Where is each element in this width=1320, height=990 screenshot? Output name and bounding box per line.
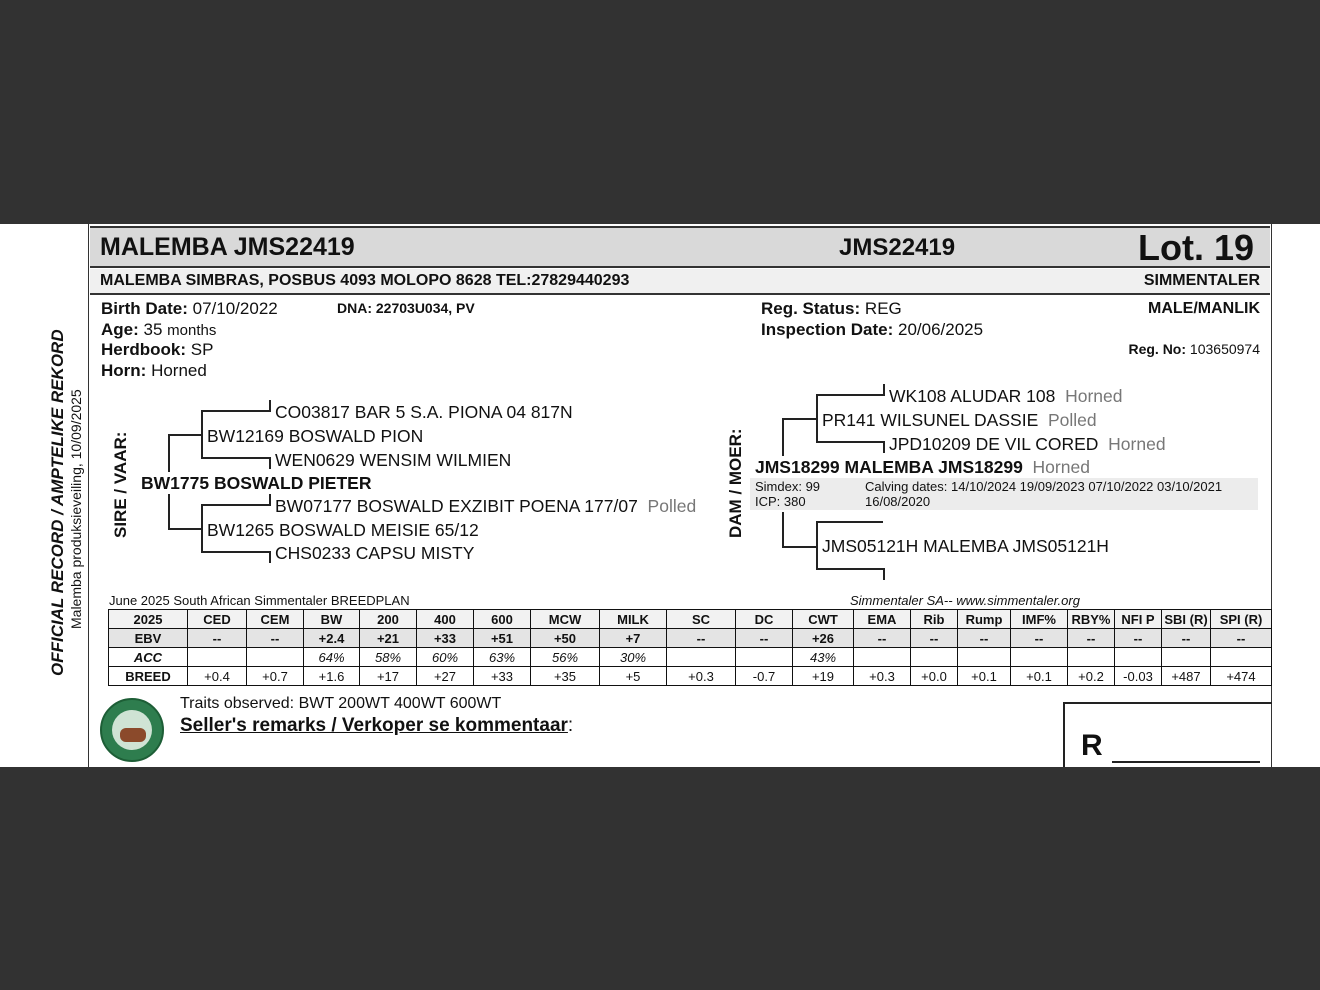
bracket-line: [782, 546, 817, 548]
ebv-table: [108, 609, 1272, 686]
bracket-line: [201, 504, 269, 506]
ebv-breed-cell: +5: [600, 667, 667, 686]
calving-dates: Calving dates: 14/10/2024 19/09/2023 07/10/2022 03/10/2021: [865, 479, 1223, 494]
ebv-header-row: [109, 610, 1272, 629]
ebv-accuracy-cell: [1162, 648, 1211, 667]
ebv-breed-cell: +17: [360, 667, 417, 686]
bracket-line: [816, 441, 883, 443]
ebv-header-cell: 200: [360, 610, 417, 629]
ebv-header-cell: Rump: [958, 610, 1011, 629]
ebv-header-cell: SBI (R): [1162, 610, 1211, 629]
ebv-header-cell: MCW: [531, 610, 600, 629]
ebv-header-cell: Rib: [911, 610, 958, 629]
ebv-breed-cell: -0.7: [736, 667, 793, 686]
calving-dates-2: 16/08/2020: [865, 494, 931, 509]
ebv-value-cell: +50: [531, 629, 600, 648]
bracket-line: [782, 418, 784, 456]
breedplan-title: June 2025 South African Simmentaler BREEDPLAN: [109, 593, 410, 608]
ebv-accuracy-cell: [736, 648, 793, 667]
icp: ICP: 380: [755, 494, 806, 509]
bracket-line: [168, 494, 170, 528]
ebv-accuracy-cell: [188, 648, 247, 667]
side-band: [0, 224, 88, 767]
ebv-header-cell: RBY%: [1068, 610, 1115, 629]
ebv-value-cell: --: [911, 629, 958, 648]
ebv-accuracy-cell: ACC: [109, 648, 188, 667]
bracket-line: [883, 441, 885, 453]
ebv-value-cell: EBV: [109, 629, 188, 648]
bracket-line: [201, 457, 269, 459]
ebv-value-cell: +2.4: [304, 629, 360, 648]
ebv-value-cell: --: [667, 629, 736, 648]
price-input-line[interactable]: [1112, 761, 1260, 763]
ebv-value-cell: +21: [360, 629, 417, 648]
ebv-header-cell: EMA: [854, 610, 911, 629]
cow-icon: [120, 728, 146, 742]
ebv-header-cell: CWT: [793, 610, 854, 629]
ebv-header-cell: 400: [417, 610, 474, 629]
ebv-breed-cell: +0.0: [911, 667, 958, 686]
official-record-label: OFFICIAL RECORD / AMPTELIKE REKORD: [48, 329, 67, 676]
ebv-accuracy-cell: 56%: [531, 648, 600, 667]
sire-sire-dam: WEN0629 WENSIM WILMIEN: [275, 450, 512, 470]
ebv-breed-cell: +33: [474, 667, 531, 686]
bracket-line: [269, 457, 271, 469]
ebv-breed-cell: +0.1: [958, 667, 1011, 686]
traits-observed: Traits observed: BWT 200WT 400WT 600WT: [180, 695, 502, 712]
bracket-line: [816, 394, 883, 396]
ebv-accuracy-cell: 30%: [600, 648, 667, 667]
breedplan-source: Simmentaler SA-- www.simmentaler.org: [850, 593, 1080, 608]
ebv-value-cell: +33: [417, 629, 474, 648]
seller-remarks: Seller's remarks / Verkoper se kommentaar:: [180, 715, 574, 736]
ebv-accuracy-cell: [1068, 648, 1115, 667]
inspection-date: Inspection Date: 20/06/2025: [761, 320, 984, 339]
ebv-value-cell: --: [1211, 629, 1272, 648]
bracket-line: [269, 400, 271, 412]
breeder-bar: [90, 269, 1270, 295]
ebv-accuracy-cell: [1115, 648, 1162, 667]
bracket-line: [269, 551, 271, 563]
reg-number: Reg. No: 103650974: [1128, 341, 1260, 357]
ebv-header-cell: DC: [736, 610, 793, 629]
ebv-value-cell: --: [1011, 629, 1068, 648]
bracket-line: [201, 551, 269, 553]
ebv-accuracy-cell: 60%: [417, 648, 474, 667]
ebv-value-cell: +51: [474, 629, 531, 648]
bracket-line: [168, 434, 202, 436]
price-box-left: [1063, 702, 1065, 767]
ebv-accuracy-cell: [911, 648, 958, 667]
ebv-breed-cell: +474: [1211, 667, 1272, 686]
lot-card: [0, 224, 1320, 767]
ebv-accuracy-cell: [1011, 648, 1068, 667]
ebv-value-cell: --: [247, 629, 304, 648]
ebv-value-cell: --: [736, 629, 793, 648]
bracket-line: [201, 410, 269, 412]
birth-date: Birth Date: 07/10/2022: [101, 299, 278, 318]
sale-label: Malemba produksieveiling, 10/09/2025: [68, 389, 84, 629]
ebv-value-cell: +26: [793, 629, 854, 648]
ebv-breed-cell: +487: [1162, 667, 1211, 686]
ebv-header-cell: 2025: [109, 610, 188, 629]
ebv-value-cell: --: [958, 629, 1011, 648]
ebv-accuracy-cell: 64%: [304, 648, 360, 667]
bracket-line: [883, 568, 885, 580]
ebv-accuracy-cell: [667, 648, 736, 667]
ebv-breed-cell: +0.4: [188, 667, 247, 686]
bracket-line: [269, 494, 271, 506]
ebv-breed-cell: +1.6: [304, 667, 360, 686]
dam-sire: PR141 WILSUNEL DASSIE Polled: [822, 410, 1097, 430]
sex: MALE/MANLIK: [1148, 300, 1260, 317]
ebv-breed-cell: +27: [417, 667, 474, 686]
simmentaler-logo: [100, 698, 164, 762]
dna-info: DNA: 22703U034, PV: [337, 300, 475, 316]
dam-sire-sire: WK108 ALUDAR 108 Horned: [889, 386, 1123, 406]
ebv-header-cell: SPI (R): [1211, 610, 1272, 629]
dam-label: DAM / MOER:: [726, 428, 745, 538]
breeder-address: MALEMBA SIMBRAS, POSBUS 4093 MOLOPO 8628 TEL:27829440293: [100, 272, 630, 289]
ebv-value-cell: --: [1115, 629, 1162, 648]
ebv-accuracy-cell: 43%: [793, 648, 854, 667]
bracket-line: [816, 568, 883, 570]
bracket-line: [168, 528, 202, 530]
price-label: R: [1081, 729, 1103, 762]
ebv-accuracy-cell: [1211, 648, 1272, 667]
bracket-line: [782, 512, 784, 546]
sire-dam-dam: CHS0233 CAPSU MISTY: [275, 543, 475, 563]
lot-number: Lot. 19: [1138, 227, 1255, 268]
ebv-header-cell: 600: [474, 610, 531, 629]
age: Age: 35 months: [101, 320, 217, 339]
sire-label: SIRE / VAAR:: [111, 431, 130, 538]
sire-dam: BW1265 BOSWALD MEISIE 65/12: [207, 520, 479, 540]
sire-sire: BW12169 BOSWALD PION: [207, 426, 424, 446]
ebv-breed-cell: BREED: [109, 667, 188, 686]
ebv-header-cell: CEM: [247, 610, 304, 629]
ebv-header-cell: BW: [304, 610, 360, 629]
animal-name: MALEMBA JMS22419: [100, 233, 355, 261]
ebv-value-cell: +7: [600, 629, 667, 648]
ebv-value-cell: --: [188, 629, 247, 648]
ebv-value-row: [109, 629, 1272, 648]
ebv-breed-cell: -0.03: [1115, 667, 1162, 686]
bracket-line: [201, 504, 203, 552]
ebv-breed-cell: +0.3: [854, 667, 911, 686]
ebv-value-cell: --: [854, 629, 911, 648]
dam-sire-dam: JPD10209 DE VIL CORED Horned: [889, 434, 1166, 454]
ebv-accuracy-cell: [247, 648, 304, 667]
title-bar: [90, 226, 1270, 268]
simdex: Simdex: 99: [755, 479, 821, 494]
ebv-header-cell: CED: [188, 610, 247, 629]
ebv-header-cell: SC: [667, 610, 736, 629]
ebv-breed-cell: +0.1: [1011, 667, 1068, 686]
reg-status: Reg. Status: REG: [761, 299, 902, 318]
ebv-value-cell: --: [1068, 629, 1115, 648]
ebv-header-cell: NFI P: [1115, 610, 1162, 629]
dam-dam: JMS05121H MALEMBA JMS05121H: [822, 536, 1109, 556]
herdbook: Herdbook: SP: [101, 340, 214, 359]
ebv-header-cell: MILK: [600, 610, 667, 629]
bracket-line: [168, 434, 170, 472]
sire-name: BW1775 BOSWALD PIETER: [141, 473, 372, 493]
ebv-accuracy-cell: [854, 648, 911, 667]
dam-name: JMS18299 MALEMBA JMS18299 Horned: [755, 457, 1090, 477]
ebv-breed-cell: +0.3: [667, 667, 736, 686]
ebv-value-cell: --: [1162, 629, 1211, 648]
ebv-breed-cell: +0.7: [247, 667, 304, 686]
ebv-header-cell: IMF%: [1011, 610, 1068, 629]
ebv-accuracy-cell: 58%: [360, 648, 417, 667]
animal-reg-id: JMS22419: [839, 234, 956, 261]
horn-status: Horn: Horned: [101, 361, 207, 380]
sire-dam-sire: BW07177 BOSWALD EXZIBIT POENA 177/07 Polled: [275, 496, 697, 516]
ebv-accuracy-row: [109, 648, 1272, 667]
breed-name: SIMMENTALER: [1143, 272, 1260, 289]
sire-sire-sire: CO03817 BAR 5 S.A. PIONA 04 817N: [275, 402, 573, 422]
ebv-breed-average-row: [109, 667, 1272, 686]
bracket-line: [816, 521, 883, 523]
ebv-breed-cell: +19: [793, 667, 854, 686]
bracket-line: [883, 384, 885, 396]
ebv-accuracy-cell: [958, 648, 1011, 667]
ebv-breed-cell: +35: [531, 667, 600, 686]
bracket-line: [782, 418, 817, 420]
price-box-top: [1063, 702, 1272, 704]
bracket-line: [816, 521, 818, 569]
ebv-accuracy-cell: 63%: [474, 648, 531, 667]
ebv-breed-cell: +0.2: [1068, 667, 1115, 686]
